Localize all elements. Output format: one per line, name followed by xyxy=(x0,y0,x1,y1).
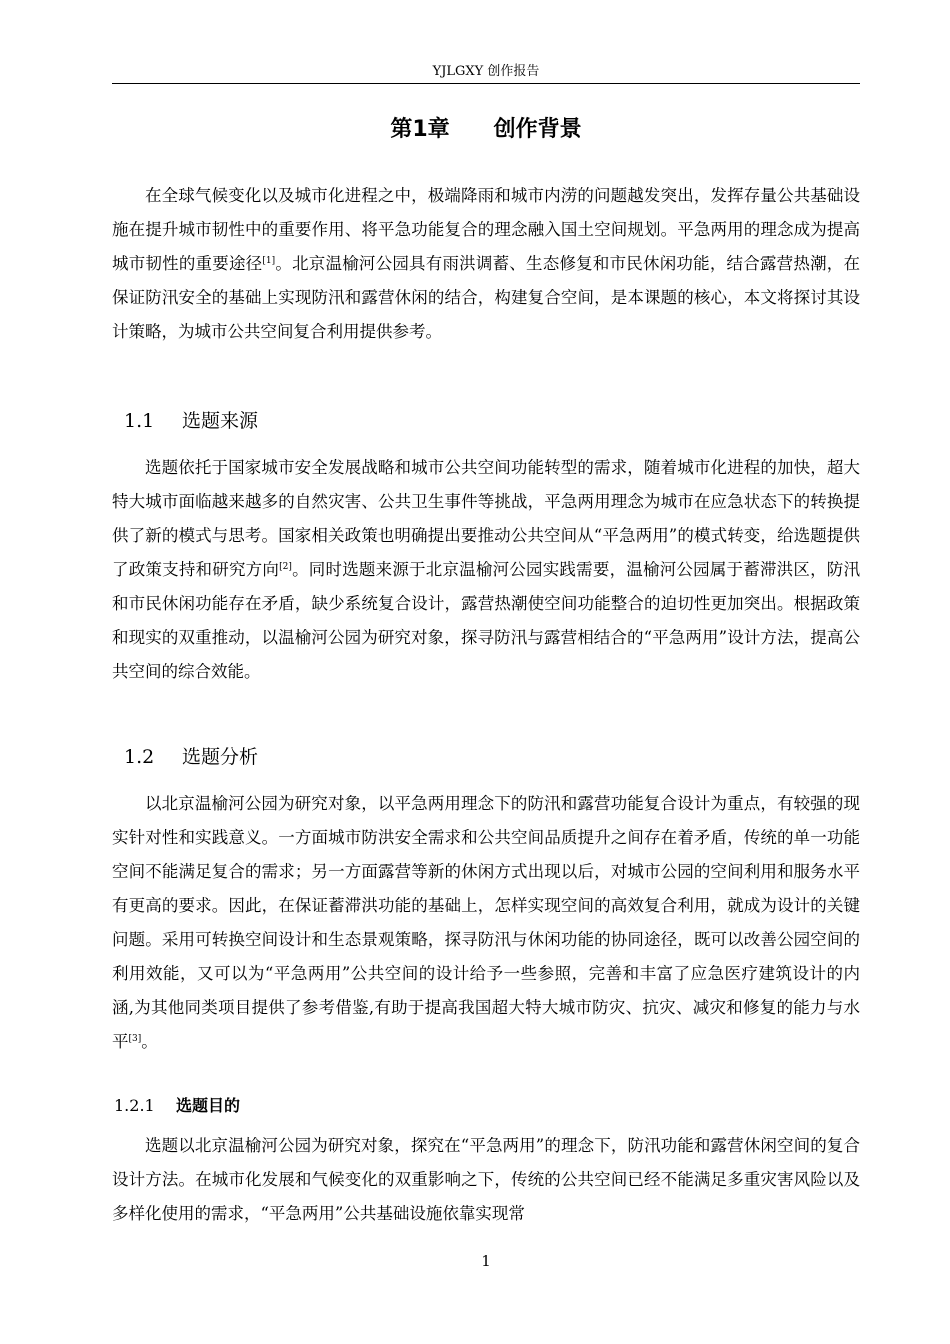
citation-2: [2] xyxy=(279,562,292,572)
chapter-title xyxy=(112,112,860,148)
citation-1: [1] xyxy=(262,256,276,266)
chapter-number: 第1章 xyxy=(390,117,450,142)
section-title: 选题分析 xyxy=(182,746,259,768)
section-1-2-1-paragraph: 选题以北京温榆河公园为研究对象，探究在“平急两用”的理念下，防汛功能和露营休闲空间的复合设计方法。在城市化发展和气候变化的双重影响之下，传统的公共空间已经不能满足多重灾害风险以及多样化使用的需求，“平急两用”公共基础设施依靠实现常 xyxy=(112,1136,860,1223)
page-number: 1 xyxy=(481,1252,491,1270)
intro-paragraph: 在全球气候变化以及城市化进程之中，极端降雨和城市内涝的问题越发突出，发挥存量公共基础设施在提升城市韧性中的重要作用、将平急功能复合的理念融入国土空间规划。平急两用的理念成为提高城市韧性的重要途径[1]。北京温榆河公园具有雨洪调蓄、生态修复和市民休闲功能，结合露营热潮，在保证防汛安全的基础上实现防汛和露营休闲的结合，构建复合空间，是本课题的核心，本文将探讨其设计策略，为城市公共空间复合利用提供参考。 xyxy=(112,186,861,341)
section-title: 选题来源 xyxy=(182,410,259,432)
section-number: 1.1 xyxy=(124,410,155,432)
chapter-name: 创作背景 xyxy=(493,117,582,142)
running-header: YJLGXY 创作报告 xyxy=(112,62,860,84)
subsection-heading-1-2-1 xyxy=(114,1094,240,1118)
citation-3: [3] xyxy=(128,1034,142,1044)
subsection-number: 1.2.1 xyxy=(114,1096,155,1115)
section-1-1-paragraph: 选题依托于国家城市安全发展战略和城市公共空间功能转型的需求，随着城市化进程的加快，超大特大城市面临越来越多的自然灾害、公共卫生事件等挑战，平急两用理念为城市在应急状态下的转换提供了新的模式与思考。国家相关政策也明确提出要推动公共空间从“平急两用”的模式转变，给选题提供了政策支持和研究方向[2]。同时选题来源于北京温榆河公园实践需要，温榆河公园属于蓄滞洪区，防汛和市民休闲功能存在矛盾，缺少系统复合设计，露营热潮使空间功能整合的迫切性更加突出。根据政策和现实的双重推动，以温榆河公园为研究对象，探寻防汛与露营相结合的“平急两用”设计方法，提高公共空间的综合效能。 xyxy=(112,458,861,681)
section-heading-1-2 xyxy=(124,743,258,771)
subsection-title: 选题目的 xyxy=(176,1096,241,1115)
section-1-2-paragraph: 以北京温榆河公园为研究对象，以平急两用理念下的防汛和露营功能复合设计为重点，有较强的现实针对性和实践意义。一方面城市防洪安全需求和公共空间品质提升之间存在着矛盾，传统的单一功能空间不能满足复合的需求；另一方面露营等新的休闲方式出现以后，对城市公园的空间利用和服务水平有更高的要求。因此，在保证蓄滞洪功能的基础上，怎样实现空间的高效复合利用，就成为设计的关键问题。采用可转换空间设计和生态景观策略，探寻防汛与休闲功能的协同途径，既可以改善公园空间的利用效能，又可以为“平急两用”公共空间的设计给予一些参照，完善和丰富了应急医疗建筑设计的内涵,为其他同类项目提供了参考借鉴,有助于提高我国超大特大城市防灾、抗灾、减灾和修复的能力与水平[3]。 xyxy=(112,794,860,1051)
section-number: 1.2 xyxy=(124,746,155,768)
section-heading-1-1 xyxy=(124,407,258,435)
